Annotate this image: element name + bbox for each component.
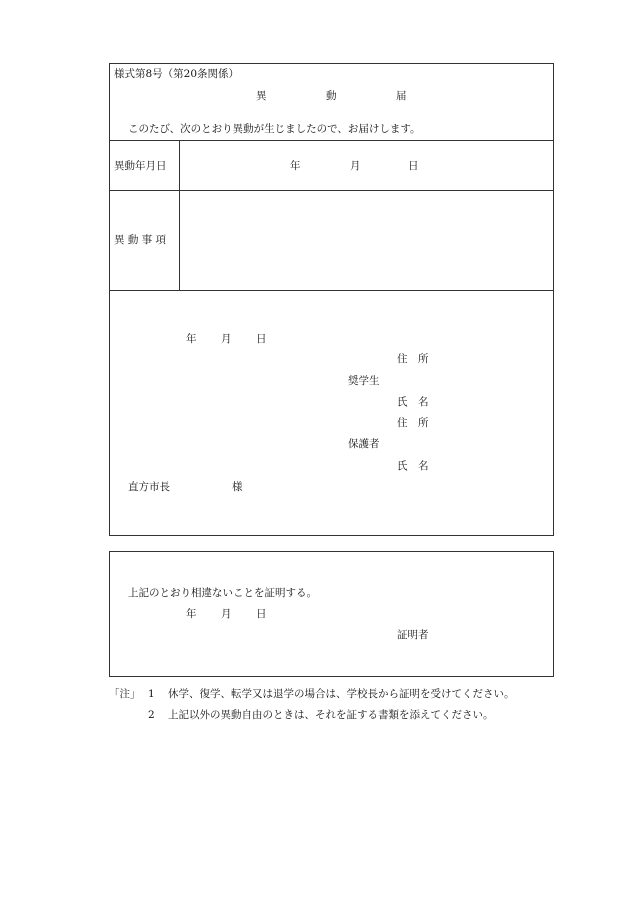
certifier-label: 証明者 <box>397 629 429 641</box>
form-title-char-2: 動 <box>326 90 337 102</box>
certification-year[interactable]: 年 <box>186 608 197 620</box>
change-date-label: 異動年月日 <box>114 160 167 172</box>
divider-date-row <box>109 190 554 191</box>
certification-day[interactable]: 日 <box>256 608 267 620</box>
change-date-day[interactable]: 日 <box>408 160 419 172</box>
note-2-text: 上記以外の異動自由のときは、それを証する書類を添えてください。 <box>168 709 494 721</box>
change-date-month[interactable]: 月 <box>350 160 361 172</box>
change-matters-label: 異 動 事 項 <box>114 234 167 246</box>
scholar-name-label: 氏 名 <box>397 396 429 408</box>
addressee-honorific: 様 <box>232 481 243 493</box>
divider-matters-row <box>109 290 554 291</box>
form-title-char-1: 異 <box>256 90 267 102</box>
scholar-label: 奨学生 <box>348 375 380 387</box>
submission-year[interactable]: 年 <box>186 333 197 345</box>
addressee-mayor: 直方市長 <box>128 481 170 493</box>
submission-day[interactable]: 日 <box>256 333 267 345</box>
certification-box <box>109 551 554 677</box>
guardian-name-label: 氏 名 <box>397 460 429 472</box>
form-intro-text: このたび、次のとおり異動が生じましたので、お届けします。 <box>128 123 421 135</box>
divider-intro <box>109 140 554 141</box>
label-column-divider <box>179 140 180 290</box>
submission-month[interactable]: 月 <box>221 333 232 345</box>
change-matters-field[interactable] <box>181 192 552 288</box>
certification-month[interactable]: 月 <box>221 608 232 620</box>
note-1-text: 休学、復学、転学又は退学の場合は、学校長から証明を受けてください。 <box>168 688 515 700</box>
certification-statement: 上記のとおり相違ないことを証明する。 <box>128 587 317 599</box>
notes-header: 「注」 <box>109 688 141 700</box>
guardian-address-label: 住 所 <box>397 417 429 429</box>
form-title-char-3: 届 <box>396 90 407 102</box>
change-date-year[interactable]: 年 <box>290 160 301 172</box>
form-style-label: 様式第8号（第20条関係） <box>114 68 240 80</box>
scholar-address-label: 住 所 <box>397 353 429 365</box>
note-1-number: 1 <box>148 688 155 700</box>
note-2-number: 2 <box>148 709 155 721</box>
guardian-label: 保護者 <box>348 438 380 450</box>
